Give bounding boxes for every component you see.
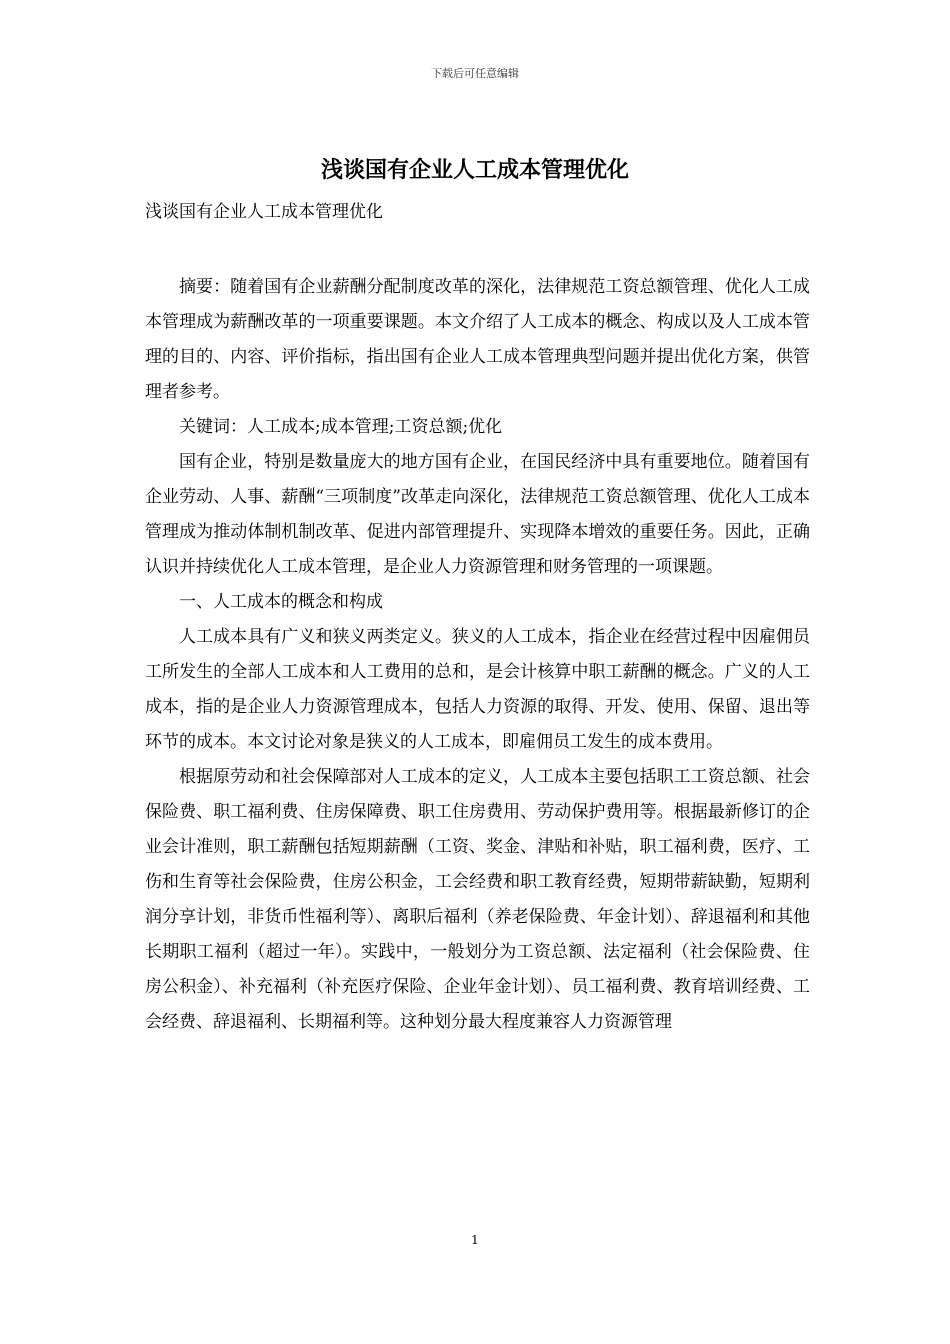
page-number: 1 <box>471 1233 479 1247</box>
document-title: 浅谈国有企业人工成本管理优化 <box>320 157 629 183</box>
intro-paragraph: 国有企业，特别是数量庞大的地方国有企业，在国民经济中具有重要地位。随着国有企业劳动、人事、薪酬“三项制度”改革走向深化，法律规范工资总额管理、优化人工成本管理成为推动体制机制改革、促进内部管理提升、实现降本增效的重要任务。因此，正确认识并持续优化人工成本管理，是企业人力资源管理和财务管理的一项课题。 <box>145 452 810 577</box>
abstract-paragraph: 摘要：随着国有企业薪酬分配制度改革的深化，法律规范工资总额管理、优化人工成本管理成为薪酬改革的一项重要课题。本文介绍了人工成本的概念、构成以及人工成本管理的目的、内容、评价指标，指出国有企业人工成本管理典型问题并提出优化方案，供管理者参考。 <box>145 277 810 402</box>
keywords-paragraph: 关键词：人工成本;成本管理;工资总额;优化 <box>179 417 503 437</box>
section-heading: 一、人工成本的概念和构成 <box>179 592 383 612</box>
composition-paragraph: 根据原劳动和社会保障部对人工成本的定义，人工成本主要包括职工工资总额、社会保险费、职工福利费、住房保障费、职工住房费用、劳动保护费用等。根据最新修订的企业会计准则，职工薪酬包括短期薪酬（工资、奖金、津贴和补贴，职工福利费，医疗、工伤和生育等社会保险费，住房公积金，工会经费和职工教育经费，短期带薪缺勤，短期利润分享计划，非货币性福利等）、离职后福利（养老保险费、年金计划）、辞退福利和其他长期职工福利（超过一年）。实践中，一般划分为工资总额、法定福利（社会保险费、住房公积金）、补充福利（补充医疗保险、企业年金计划）、员工福利费、教育培训经费、工会经费、辞退福利、长期福利等。这种划分最大程度兼容人力资源管理 <box>145 767 810 1032</box>
document-subtitle: 浅谈国有企业人工成本管理优化 <box>145 202 383 222</box>
definition-paragraph: 人工成本具有广义和狭义两类定义。狭义的人工成本，指企业在经营过程中因雇佣员工所发生的全部人工成本和人工费用的总和，是会计核算中职工薪酬的概念。广义的人工成本，指的是企业人力资源管理成本，包括人力资源的取得、开发、使用、保留、退出等环节的成本。本文讨论对象是狭义的人工成本，即雇佣员工发生的成本费用。 <box>145 627 810 752</box>
header-note: 下载后可任意编辑 <box>431 67 519 80</box>
document-body <box>145 270 810 1040</box>
